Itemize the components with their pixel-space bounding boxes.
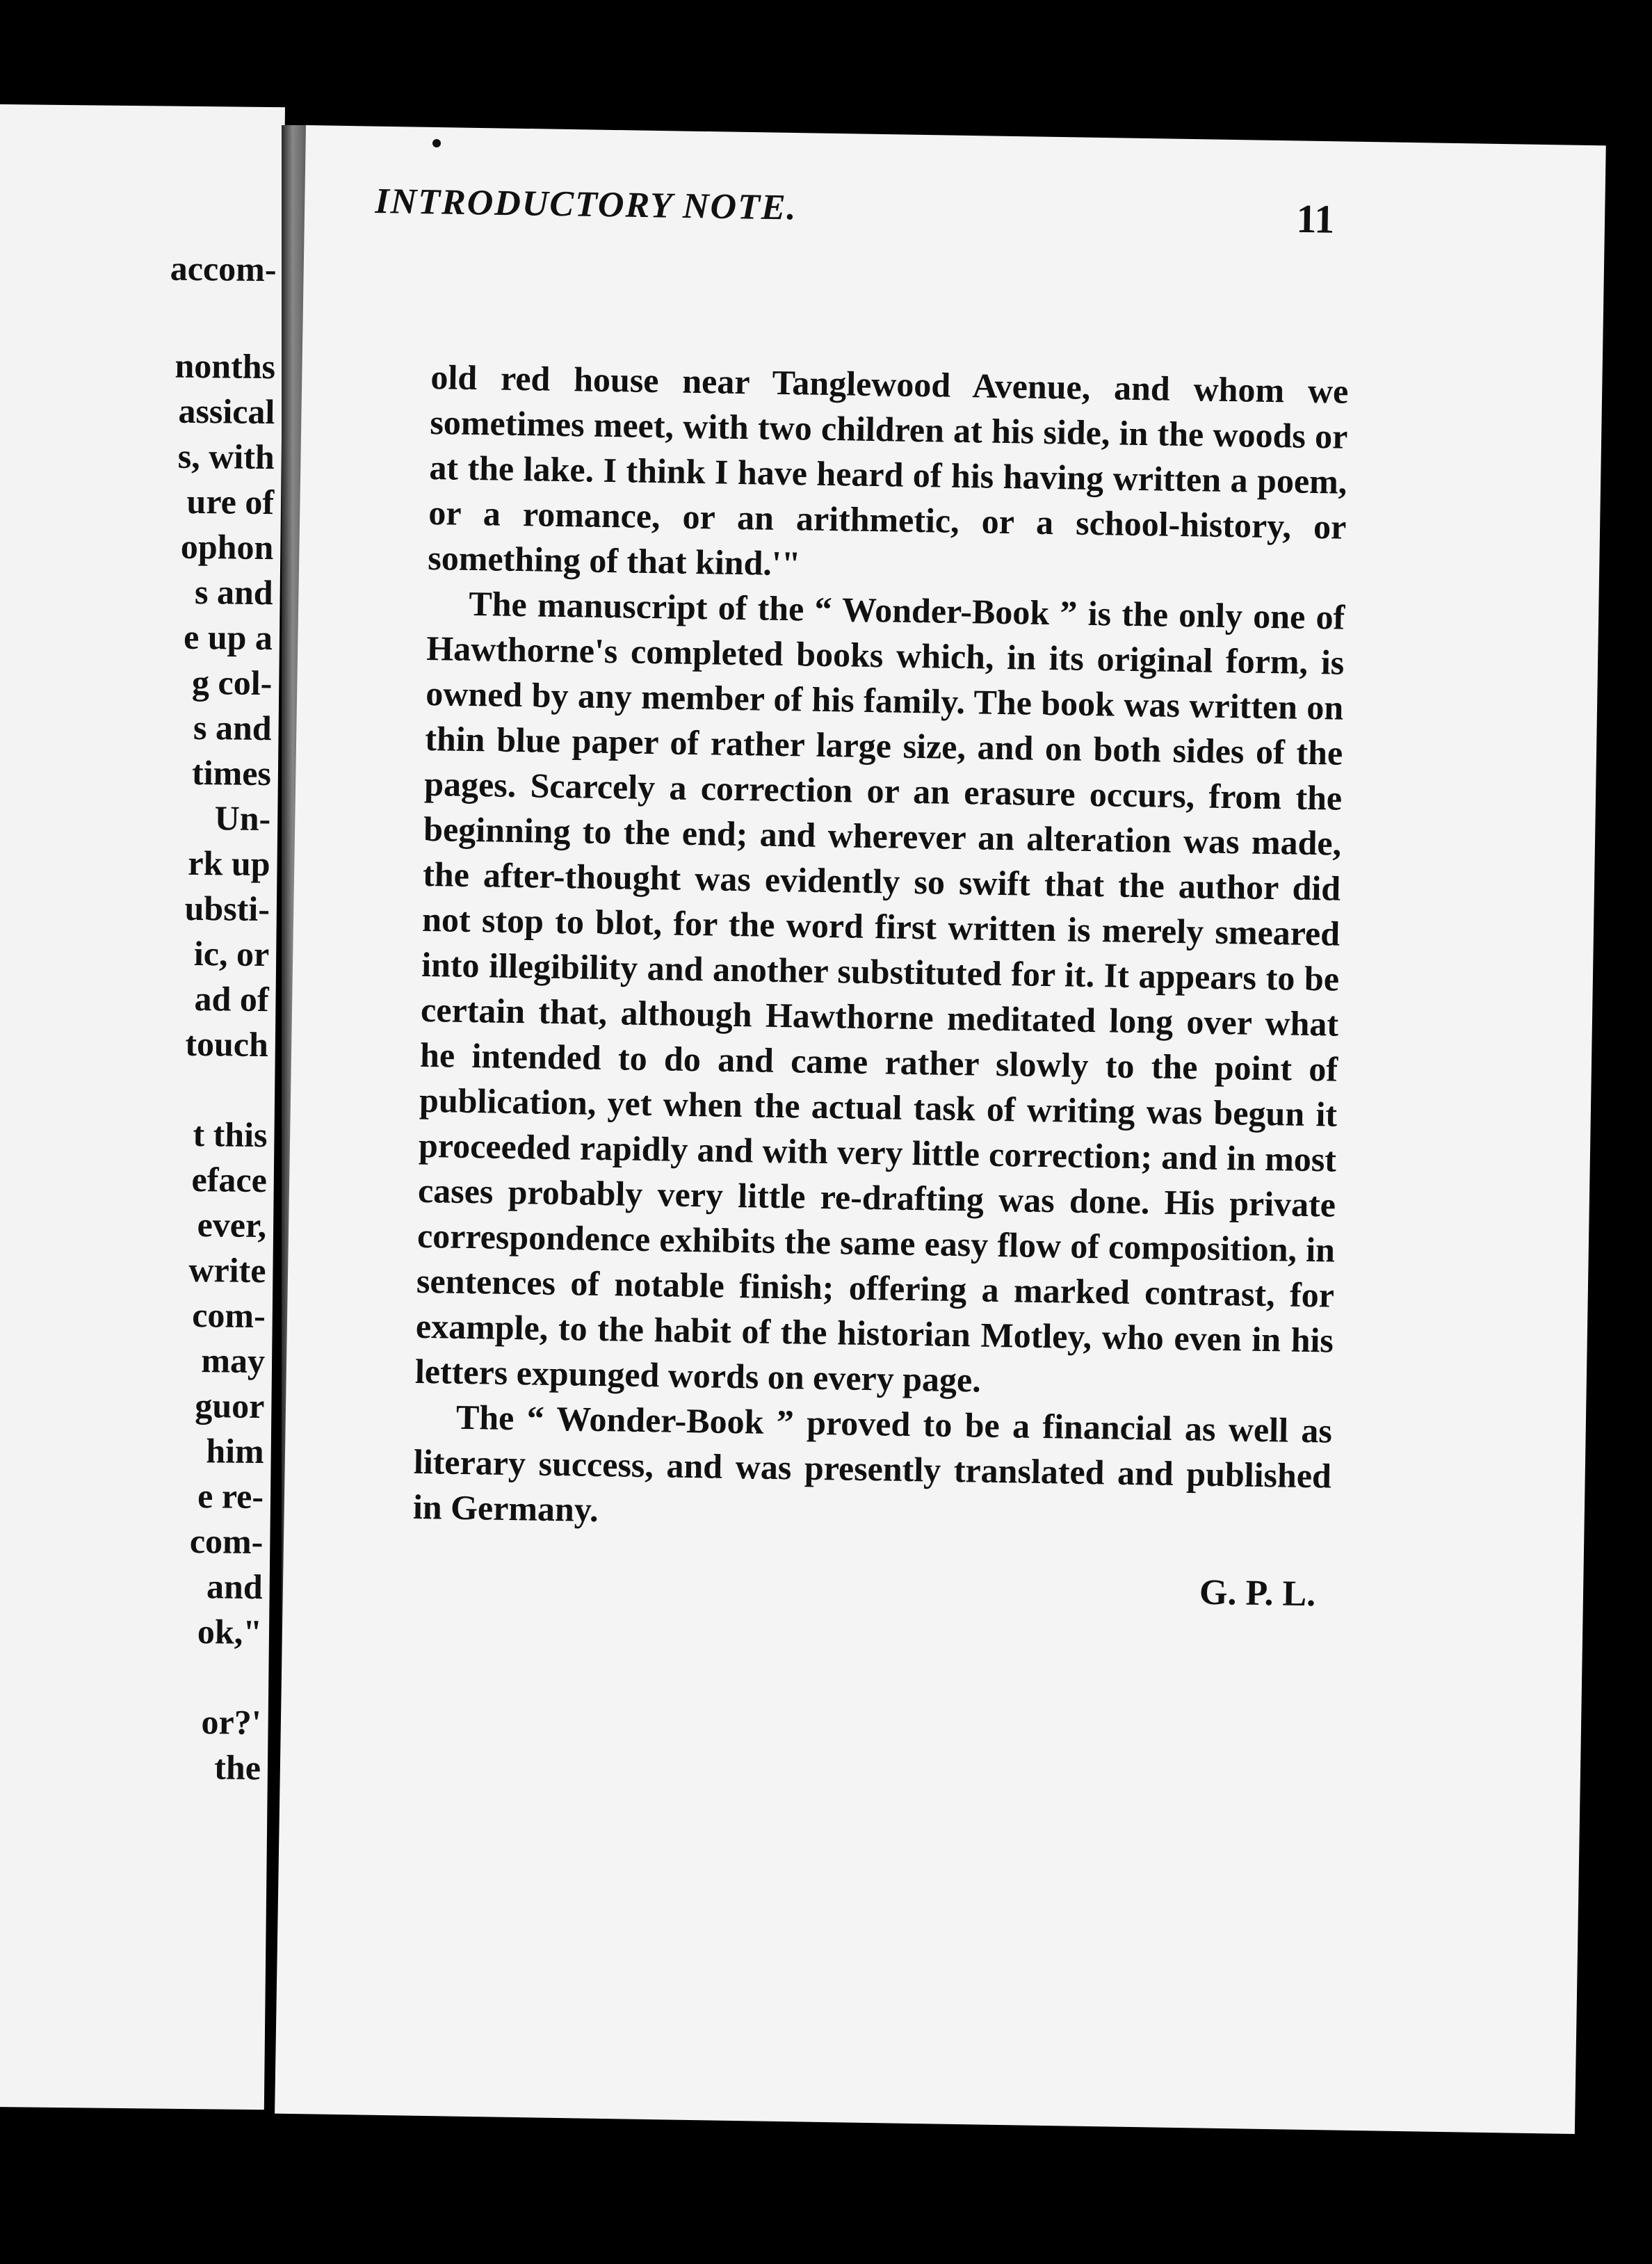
left-page-line: nonths — [175, 346, 276, 387]
left-page-line: or?' — [201, 1702, 261, 1743]
left-page-line: accom- — [170, 248, 277, 289]
left-page-line: times — [191, 752, 272, 793]
left-page-line: guor — [195, 1386, 265, 1426]
left-page-line: s, with — [177, 436, 275, 477]
left-page-line: the — [214, 1747, 261, 1788]
left-page-line: e up a — [183, 617, 273, 658]
left-page-line: com- — [189, 1521, 264, 1562]
page-number: 11 — [1295, 195, 1335, 242]
left-page-line: write — [188, 1250, 266, 1291]
paragraph: old red house near Tanglewood Avenue, and whom we sometimes meet, with two children at his side, in the woods or at the lake. I think I have heard of his having written a poem, or a romance, or an arithmetic, or a school-history, or something of that kind.'" — [427, 357, 1349, 583]
paragraph: The “ Wonder-Book ” proved to be a financial as well as literary success, and was presently translated and published in Germany. — [412, 1397, 1333, 1529]
left-page-line: s and — [193, 707, 272, 748]
left-page-line: ophon — [180, 526, 274, 567]
left-page-line: ic, or — [193, 933, 270, 974]
left-page-line: rk up — [188, 843, 270, 884]
left-page-line: ever, — [197, 1205, 267, 1245]
left-page-line: and — [206, 1567, 263, 1607]
left-page-line: him — [206, 1431, 265, 1471]
left-page-line: may — [201, 1341, 266, 1381]
body-text — [412, 355, 1349, 1617]
left-page-line: com- — [191, 1295, 266, 1336]
paragraph: The manuscript of the “ Wonder-Book ” is the only one of Hawthorne's completed books which, in its original form, is owned by any member of his family. The book was written on thin blue paper of rather large size, and on both sides of the pages. Scarcely a correction or an erasure occurs, from the beginning to the end; and wherever an alteration was made, the after-thought was evidently so swift that the author did not stop to blot, for the word first written is merely smeared into illegibility and another substituted for it. It appears to be certain that, although Hawthorne meditated long over what he intended to do and came rather slowly to the point of publication, yet when the actual task of writing was begun it proceeded rapidly and with very little correction; and in most cases probably very little re-drafting was done. His private correspondence exhibits the same easy flow of composition, in sentences of notable finish; offering a marked contrast, for example, to the habit of the historian Motley, who even in his letters expunged words on every page. — [414, 583, 1345, 1400]
left-page-line: touch — [185, 1024, 269, 1065]
left-page-line: e re- — [197, 1476, 264, 1517]
running-head-title: INTRODUCTORY NOTE. — [375, 181, 798, 228]
left-page-line: ure of — [186, 481, 275, 522]
left-page-line: Un- — [214, 798, 271, 839]
left-page-line: t this — [193, 1114, 268, 1155]
ink-dot — [432, 139, 441, 147]
left-page-line: ok," — [197, 1612, 263, 1652]
left-page-line: s and — [194, 572, 273, 613]
left-page-line: eface — [191, 1159, 268, 1200]
left-page-line: ubsti- — [184, 888, 270, 929]
signature: G. P. L. — [1199, 1572, 1316, 1615]
left-page-line: g col- — [191, 662, 273, 703]
left-page-fragment — [0, 104, 285, 2110]
left-page-line: assical — [178, 391, 275, 432]
left-page-line: ad of — [194, 978, 269, 1019]
